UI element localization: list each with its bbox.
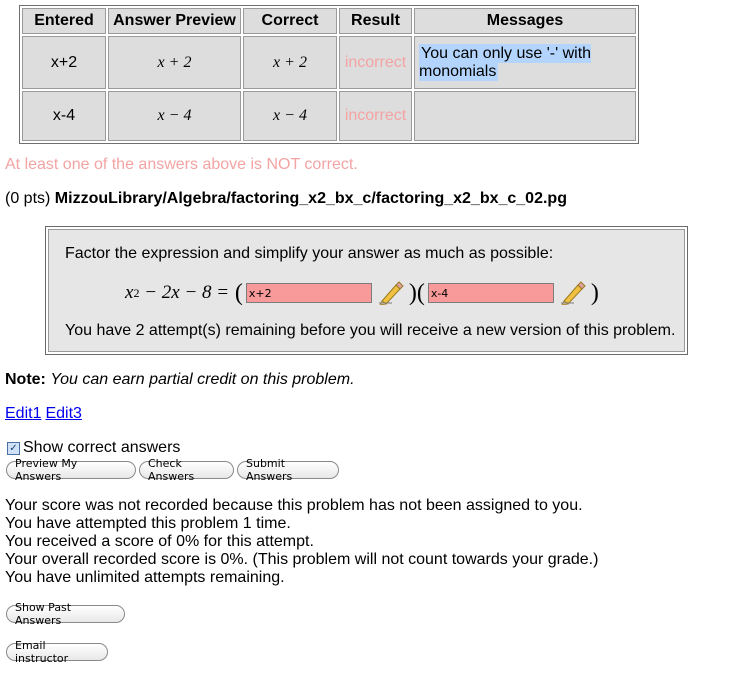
problem-prompt: Factor the expression and simplify your answer as much as possible: xyxy=(65,245,554,262)
score-line: You have unlimited attempts remaining. xyxy=(5,569,285,586)
message-text: You can only use '-' with monomials xyxy=(419,44,592,80)
table-header-row xyxy=(22,8,636,34)
partial-credit-note xyxy=(5,371,355,389)
result-cell: incorrect xyxy=(339,36,412,89)
header-messages: Messages xyxy=(414,8,636,34)
header-answer-preview: Answer Preview xyxy=(108,8,241,34)
submit-answers-button[interactable]: Submit Answers xyxy=(237,461,339,479)
message-cell xyxy=(414,36,636,89)
pencil-icon[interactable] xyxy=(378,281,404,305)
header-correct: Correct xyxy=(243,8,337,34)
header-entered: Entered xyxy=(22,8,106,34)
edit3-link[interactable]: Edit3 xyxy=(45,405,82,422)
problem-equation xyxy=(125,280,600,306)
message-cell xyxy=(414,91,636,141)
show-correct-checkbox[interactable]: ✓ xyxy=(7,442,20,455)
attempts-remaining: You have 2 attempt(s) remaining before you will receive a new version of this problem. xyxy=(65,322,676,339)
answer-buttons xyxy=(6,457,342,483)
correct-cell: x − 4 xyxy=(243,91,337,141)
answer-input-1[interactable]: x+2 xyxy=(246,283,372,303)
results-table xyxy=(19,5,639,144)
edit1-link[interactable]: Edit1 xyxy=(5,405,42,422)
edit-links xyxy=(5,405,86,423)
result-cell: incorrect xyxy=(339,91,412,141)
score-line: You received a score of 0% for this attempt. xyxy=(5,533,314,550)
problem-path xyxy=(5,190,567,208)
answer-input-2[interactable]: x-4 xyxy=(428,283,554,303)
problem-file-path: MizzouLibrary/Algebra/factoring_x2_bx_c/factoring_x2_bx_c_02.pg xyxy=(54,190,567,207)
equation-variable: x xyxy=(125,282,134,303)
score-summary xyxy=(5,497,598,587)
open-paren-1: ( xyxy=(234,279,243,306)
incorrect-warning: At least one of the answers above is NOT correct. xyxy=(5,156,358,173)
table-row xyxy=(22,91,636,141)
problem-box-inner xyxy=(48,229,685,352)
pencil-icon[interactable] xyxy=(560,281,586,305)
show-correct-answers[interactable] xyxy=(7,439,180,457)
close-paren-1: )( xyxy=(408,279,425,306)
preview-cell: x + 2 xyxy=(108,36,241,89)
note-text: You can earn partial credit on this problem. xyxy=(50,371,355,388)
problem-box xyxy=(45,226,688,355)
table-row xyxy=(22,36,636,89)
score-line: Your score was not recorded because this problem has not been assigned to you. xyxy=(5,497,583,514)
preview-answers-button[interactable]: Preview My Answers xyxy=(6,461,136,479)
entered-cell: x+2 xyxy=(22,36,106,89)
score-line: You have attempted this problem 1 time. xyxy=(5,515,291,532)
show-correct-label: Show correct answers xyxy=(23,439,181,456)
correct-cell: x + 2 xyxy=(243,36,337,89)
email-instructor-button[interactable]: Email instructor xyxy=(6,643,108,661)
preview-cell: x − 4 xyxy=(108,91,241,141)
header-result: Result xyxy=(339,8,412,34)
close-paren-2: ) xyxy=(590,279,599,306)
equation-exponent: 2 xyxy=(133,285,140,300)
check-answers-button[interactable]: Check Answers xyxy=(139,461,234,479)
equation-rest: − 2x − 8 = xyxy=(139,282,234,303)
entered-cell: x-4 xyxy=(22,91,106,141)
problem-points: (0 pts) xyxy=(5,190,51,207)
note-label: Note: xyxy=(5,371,46,388)
show-past-answers-button[interactable]: Show Past Answers xyxy=(6,605,125,623)
score-line: Your overall recorded score is 0%. (This problem will not count towards your grade.) xyxy=(5,551,599,568)
